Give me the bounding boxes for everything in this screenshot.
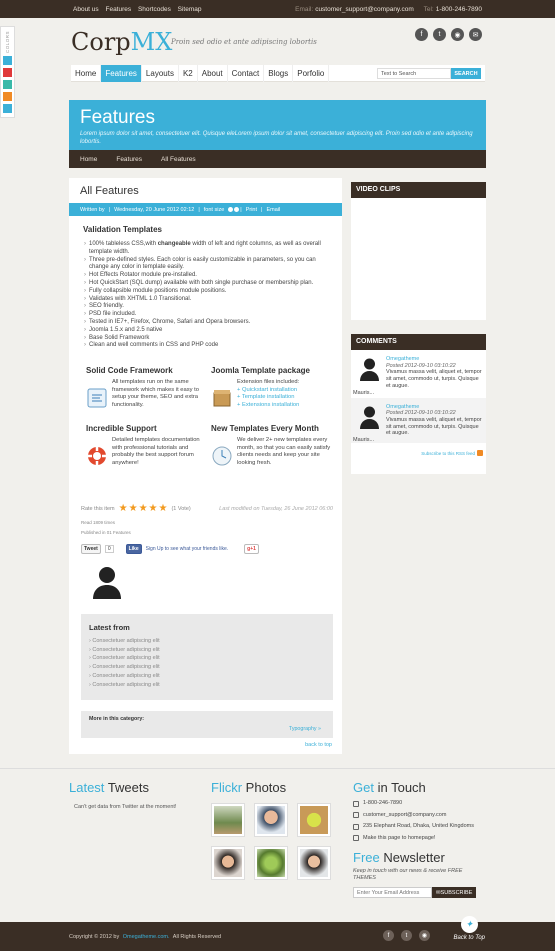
comment-text: Vivamus massa velit, aliquet et, tempor sit amet, commodo ut, turpis. Quisque et augue. xyxy=(386,416,482,437)
touch-title: Get in Touch xyxy=(353,780,426,795)
commenter-name[interactable]: Omegatheme xyxy=(386,403,420,410)
mail-icon xyxy=(353,812,359,818)
lifebuoy-icon xyxy=(86,445,108,467)
video-clips-block xyxy=(351,182,486,320)
logo[interactable]: CorpMX xyxy=(71,28,173,56)
contact-homepage[interactable]: Make this page to homepage! xyxy=(353,833,476,845)
more-in-category: More in this category: Typography » xyxy=(81,711,333,738)
rating-row xyxy=(81,503,333,514)
tweets-message: Can't get data from Twitter at the moment! xyxy=(74,804,177,810)
top-link-shortcodes[interactable]: Shortcodes xyxy=(137,5,171,13)
read-count: Read 1809 times xyxy=(81,520,116,525)
breadcrumb-current: All Features xyxy=(161,155,196,163)
list-item: › Validates with XHTML 1.0 Transitional. xyxy=(84,296,324,304)
feature-joomla-package: Joomla Template package Extension files included: + Quickstart installation + Template installation + Extensions installation xyxy=(211,366,331,409)
twitter-icon[interactable]: t xyxy=(433,28,446,41)
top-link-about[interactable]: About us xyxy=(73,5,99,13)
comment-item xyxy=(351,398,486,438)
article-meta: Written by | Wednesday, 20 June 2012 02:12 | font size | Print | Email xyxy=(69,203,342,216)
print-link[interactable]: Print xyxy=(245,206,257,213)
contact-list xyxy=(353,798,476,844)
search-box xyxy=(377,68,481,79)
flickr-thumb[interactable] xyxy=(211,846,245,880)
flickr-grid xyxy=(211,803,331,880)
commenter-avatar xyxy=(357,356,382,381)
flickr-thumb[interactable] xyxy=(254,846,288,880)
flickr-photos xyxy=(211,780,331,880)
font-increase-icon[interactable] xyxy=(234,207,239,212)
share-bar xyxy=(81,544,259,554)
comment-date: Posted 2012-09-10 03:10:22 xyxy=(386,362,456,369)
newsletter xyxy=(353,850,476,898)
page-title: Features xyxy=(80,107,155,128)
email-link[interactable]: Email xyxy=(266,206,281,213)
extensions-install-link[interactable]: + Extensions installation xyxy=(237,401,300,408)
feature-support: Incredible Support Detailed templates documentation with professional tutorials and probably the best support forum anywhere! xyxy=(86,424,206,467)
written-by: Written by xyxy=(80,206,105,213)
quickstart-link[interactable]: + Quickstart installation xyxy=(237,386,298,393)
gplus-button[interactable]: g+1 xyxy=(244,544,259,554)
breadcrumb xyxy=(69,150,486,168)
hero-text: Lorem ipsum dolor sit amet, consectetuer elit. Quisque eleLorem ipsum dolor sit amet, consectetuer adipiscing elit. Proin sed odio et ante adipiscing lobortis. xyxy=(80,131,473,145)
latest-title: Latest from xyxy=(89,623,130,632)
article xyxy=(69,178,342,754)
top-bar xyxy=(0,0,555,18)
list-item: › Joomla 1.5.x and 2.5 native xyxy=(84,327,324,335)
omegatheme-link[interactable]: Omegatheme.com. xyxy=(122,933,170,940)
feature-title: Solid Code Framework xyxy=(86,366,173,375)
article-date: Wednesday, 20 June 2012 02:12 xyxy=(114,206,195,213)
fb-like-button[interactable]: Like xyxy=(126,544,142,554)
footer-widgets xyxy=(0,768,555,922)
font-decrease-icon[interactable] xyxy=(228,207,233,212)
colors-label: COLORS xyxy=(5,31,10,54)
fb-signup-text[interactable]: Sign Up to see what your friends like. xyxy=(145,546,229,552)
nav-about[interactable]: About xyxy=(198,65,228,82)
feature-title: Incredible Support xyxy=(86,424,157,433)
nav-porfolio[interactable]: Porfolio xyxy=(293,65,329,82)
latest-item[interactable]: › Consectetuer adipiscing elit xyxy=(89,681,160,688)
last-modified: Last modified on Tuesday, 26 June 2012 06:00 xyxy=(219,505,333,512)
list-item: › Fully collapsible module positions module positions. xyxy=(84,288,324,296)
contact-phone: 1-800-246-7890 xyxy=(353,798,476,810)
list-item: › 100% tableless CSS,with changeable width of left and right columns, as well as overall template width. xyxy=(84,241,324,257)
location-icon xyxy=(353,824,359,830)
back-to-top-button[interactable]: ✦ Back to Top xyxy=(454,916,485,941)
social-icons xyxy=(415,28,482,41)
latest-from xyxy=(81,614,333,700)
newsletter-title: Free Newsletter xyxy=(353,850,445,865)
bottom-bar xyxy=(0,919,555,951)
rating-stars[interactable] xyxy=(119,503,168,514)
contact-address: 235 Elephant Road, Dhaka, United Kingdoms xyxy=(353,821,476,833)
tel-label: Tel: xyxy=(423,5,434,13)
facebook-icon[interactable]: f xyxy=(415,28,428,41)
twitter-icon[interactable]: t xyxy=(401,930,412,941)
page-hero xyxy=(69,100,486,150)
phone-icon xyxy=(353,801,359,807)
package-icon xyxy=(211,387,233,409)
search-input[interactable] xyxy=(377,68,451,79)
color-swatch-teal[interactable] xyxy=(3,80,12,89)
list-item: › PSD file included. xyxy=(84,311,324,319)
author-avatar xyxy=(89,563,125,599)
home-icon xyxy=(353,835,359,841)
comment-more: Mauris... xyxy=(353,389,375,396)
color-swatch-lightblue[interactable] xyxy=(3,104,12,113)
section-title: Validation Templates xyxy=(83,225,162,234)
list-item: › SEO friendly. xyxy=(84,303,324,311)
list-item: › Base Solid Framework xyxy=(84,335,324,343)
published-in: Published in 01 Features xyxy=(81,530,131,535)
rss-feed-icon xyxy=(477,450,483,456)
star-icon: ★ xyxy=(148,503,158,514)
code-icon xyxy=(86,387,108,409)
tagline: Proin sed odio et ante adipiscing lobortis xyxy=(171,38,317,46)
top-tel: 1-800-246-7890 xyxy=(435,5,482,13)
latest-tweets xyxy=(69,780,199,810)
article-title: All Features xyxy=(80,185,139,197)
nav-blogs[interactable]: Blogs xyxy=(264,65,293,82)
copyright: Copyright © 2012 by Omegatheme.com. All Rights Reserved xyxy=(69,933,222,940)
top-email[interactable]: customer_support@company.com xyxy=(315,5,414,13)
feature-title: Joomla Template package xyxy=(211,366,310,375)
top-link-sitemap[interactable]: Sitemap xyxy=(177,5,202,13)
main-nav xyxy=(71,65,485,82)
font-size-label: font size xyxy=(203,206,225,213)
vote-count: (1 Vote) xyxy=(171,505,191,512)
feature-new-templates: New Templates Every Month We deliver 2+ new templates every month, so that you can easily satisfy clients needs and keep your site looking fresh. xyxy=(211,424,331,466)
comments-block xyxy=(351,334,486,474)
video-clips-title: VIDEO CLIPS xyxy=(351,182,486,198)
clock-icon xyxy=(211,445,233,467)
feature-solid-code: Solid Code Framework All templates run on the same framework which makes it easy to setup your theme, SEO and extra functionality. xyxy=(86,366,206,409)
nav-layouts[interactable]: Layouts xyxy=(142,65,179,82)
star-icon: ★ xyxy=(128,503,138,514)
tweet-button[interactable]: Tweet xyxy=(81,544,101,554)
latest-item[interactable]: › Consectetuer adipiscing elit xyxy=(89,655,160,662)
top-link-features[interactable]: Features xyxy=(105,5,132,13)
list-item: › Clean and well comments in CSS and PHP code xyxy=(84,342,324,350)
newsletter-text: Keep in touch with our news & receive FREE THEMES xyxy=(353,868,463,881)
nav-k2[interactable]: K2 xyxy=(179,65,198,82)
facebook-icon[interactable]: f xyxy=(383,930,394,941)
arrow-up-icon: ✦ xyxy=(461,916,478,933)
star-icon: ★ xyxy=(158,503,168,514)
get-in-touch xyxy=(353,780,476,898)
breadcrumb-home[interactable]: Home xyxy=(80,155,98,163)
back-to-top-link[interactable]: back to top xyxy=(305,742,332,748)
star-icon: ★ xyxy=(138,503,148,514)
star-icon: ★ xyxy=(118,503,128,514)
email-label: Email: xyxy=(295,5,314,13)
newsletter-email-input[interactable] xyxy=(353,887,432,898)
rate-label: Rate this item xyxy=(81,505,115,512)
subscribe-button[interactable]: ✉SUBSCRIBE xyxy=(432,887,476,898)
comment-item xyxy=(351,350,486,390)
nav-home[interactable]: Home xyxy=(71,65,101,82)
color-swatch-orange[interactable] xyxy=(3,92,12,101)
flickr-thumb[interactable] xyxy=(211,803,245,837)
nav-contact[interactable]: Contact xyxy=(228,65,265,82)
list-item: › Hot QuickStart (SQL dump) available with both single purchase or membership plan. xyxy=(84,280,324,288)
list-item: › Three pre-defined styles. Each color is easily customizable in parameters, so you can change any color in template easily. xyxy=(84,257,324,273)
contact-email[interactable]: customer_support@company.com xyxy=(353,810,476,822)
footer-social xyxy=(383,930,430,941)
rss-subscribe-link[interactable]: Subscribe to this RSS feed xyxy=(421,450,483,456)
feature-list xyxy=(84,241,342,350)
latest-item[interactable]: › Consectetuer adipiscing elit xyxy=(89,638,160,644)
category-link[interactable]: Typography » xyxy=(288,726,321,732)
template-install-link[interactable]: + Template installation xyxy=(237,394,295,400)
rss-icon[interactable]: ◉ xyxy=(451,28,464,41)
list-item: › Tested in IE7+, Firefox, Chrome, Safari and Opera browsers. xyxy=(84,319,324,327)
comments-title: COMMENTS xyxy=(351,334,486,350)
commenter-avatar xyxy=(357,404,382,429)
flickr-thumb[interactable] xyxy=(297,803,331,837)
flickr-thumb[interactable] xyxy=(254,803,288,837)
flickr-thumb[interactable] xyxy=(297,846,331,880)
breadcrumb-features[interactable]: Features xyxy=(116,155,142,163)
commenter-name[interactable]: Omegatheme xyxy=(386,356,420,362)
flickr-title: Flickr Photos xyxy=(211,780,287,795)
tweets-title: Latest Tweets xyxy=(69,780,149,795)
list-item: › Hot Effects Rotator module pre-installed. xyxy=(84,272,324,280)
search-button[interactable]: SEARCH xyxy=(451,68,481,79)
latest-item[interactable]: › Consectetuer adipiscing elit xyxy=(89,664,160,671)
comment-text: Vivamus massa velit, aliquet et, tempor sit amet, commodo ut, turpis. Quisque et augue. xyxy=(386,369,482,389)
email-icon[interactable]: ✉ xyxy=(469,28,482,41)
comment-more: Mauris... xyxy=(351,437,486,443)
feature-title: New Templates Every Month xyxy=(211,424,319,433)
tweet-count: 0 xyxy=(105,545,114,553)
nav-features[interactable]: Features xyxy=(101,65,142,82)
rss-icon[interactable]: ◉ xyxy=(419,930,430,941)
comment-date: Posted 2012-09-10 03:10:22 xyxy=(386,410,456,417)
latest-item[interactable]: › Consectetuer adipiscing elit xyxy=(89,646,160,653)
latest-item[interactable]: › Consectetuer adipiscing elit xyxy=(89,672,160,679)
